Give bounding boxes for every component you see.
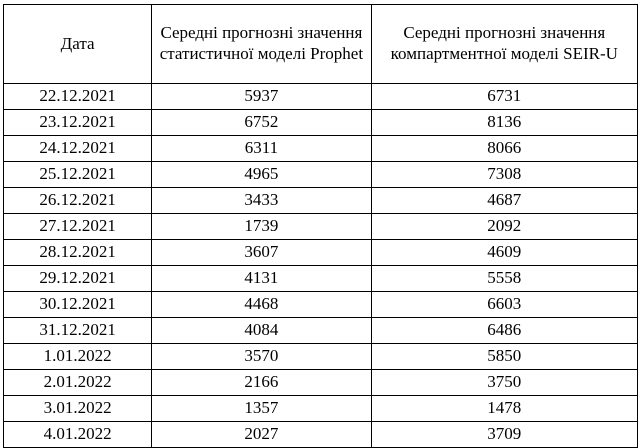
cell-prophet: 5937 [152, 84, 371, 110]
cell-date: 2.01.2022 [4, 370, 152, 396]
table-row [4, 318, 638, 344]
cell-seir-u: 2092 [371, 214, 637, 240]
cell-date: 31.12.2021 [4, 318, 152, 344]
column-header-prophet: Середні прогнозні значення статистичної моделі Prophet [152, 5, 371, 84]
cell-prophet: 1357 [152, 396, 371, 422]
table-row [4, 396, 638, 422]
cell-prophet: 1739 [152, 214, 371, 240]
table-row [4, 214, 638, 240]
table-header-row [4, 5, 638, 84]
cell-seir-u: 5558 [371, 266, 637, 292]
table-row [4, 110, 638, 136]
cell-date: 3.01.2022 [4, 396, 152, 422]
cell-date: 26.12.2021 [4, 188, 152, 214]
cell-prophet: 6752 [152, 110, 371, 136]
cell-seir-u: 5850 [371, 344, 637, 370]
table-row [4, 162, 638, 188]
cell-prophet: 3570 [152, 344, 371, 370]
cell-date: 22.12.2021 [4, 84, 152, 110]
cell-seir-u: 4609 [371, 240, 637, 266]
cell-prophet: 3433 [152, 188, 371, 214]
cell-seir-u: 6731 [371, 84, 637, 110]
cell-date: 4.01.2022 [4, 422, 152, 448]
cell-seir-u: 6603 [371, 292, 637, 318]
cell-seir-u: 4687 [371, 188, 637, 214]
cell-date: 27.12.2021 [4, 214, 152, 240]
table-row [4, 136, 638, 162]
cell-seir-u: 8066 [371, 136, 637, 162]
cell-date: 28.12.2021 [4, 240, 152, 266]
cell-date: 30.12.2021 [4, 292, 152, 318]
cell-seir-u: 1478 [371, 396, 637, 422]
table-row [4, 422, 638, 448]
table-row [4, 370, 638, 396]
table-row [4, 344, 638, 370]
forecast-table [3, 4, 638, 448]
cell-seir-u: 6486 [371, 318, 637, 344]
cell-prophet: 3607 [152, 240, 371, 266]
cell-seir-u: 3709 [371, 422, 637, 448]
table-row [4, 292, 638, 318]
cell-prophet: 4084 [152, 318, 371, 344]
column-header-seir-u: Середні прогнозні значення компартментної моделі SEIR-U [371, 5, 637, 84]
cell-date: 23.12.2021 [4, 110, 152, 136]
cell-date: 24.12.2021 [4, 136, 152, 162]
cell-prophet: 4468 [152, 292, 371, 318]
table-body [4, 84, 638, 448]
cell-date: 29.12.2021 [4, 266, 152, 292]
cell-prophet: 6311 [152, 136, 371, 162]
table-row [4, 240, 638, 266]
cell-date: 25.12.2021 [4, 162, 152, 188]
cell-seir-u: 7308 [371, 162, 637, 188]
cell-date: 1.01.2022 [4, 344, 152, 370]
cell-prophet: 4131 [152, 266, 371, 292]
table-row [4, 188, 638, 214]
column-header-date: Дата [4, 5, 152, 84]
table-row [4, 266, 638, 292]
cell-seir-u: 8136 [371, 110, 637, 136]
cell-prophet: 2027 [152, 422, 371, 448]
table-row [4, 84, 638, 110]
cell-seir-u: 3750 [371, 370, 637, 396]
table-header [4, 5, 638, 84]
cell-prophet: 4965 [152, 162, 371, 188]
cell-prophet: 2166 [152, 370, 371, 396]
